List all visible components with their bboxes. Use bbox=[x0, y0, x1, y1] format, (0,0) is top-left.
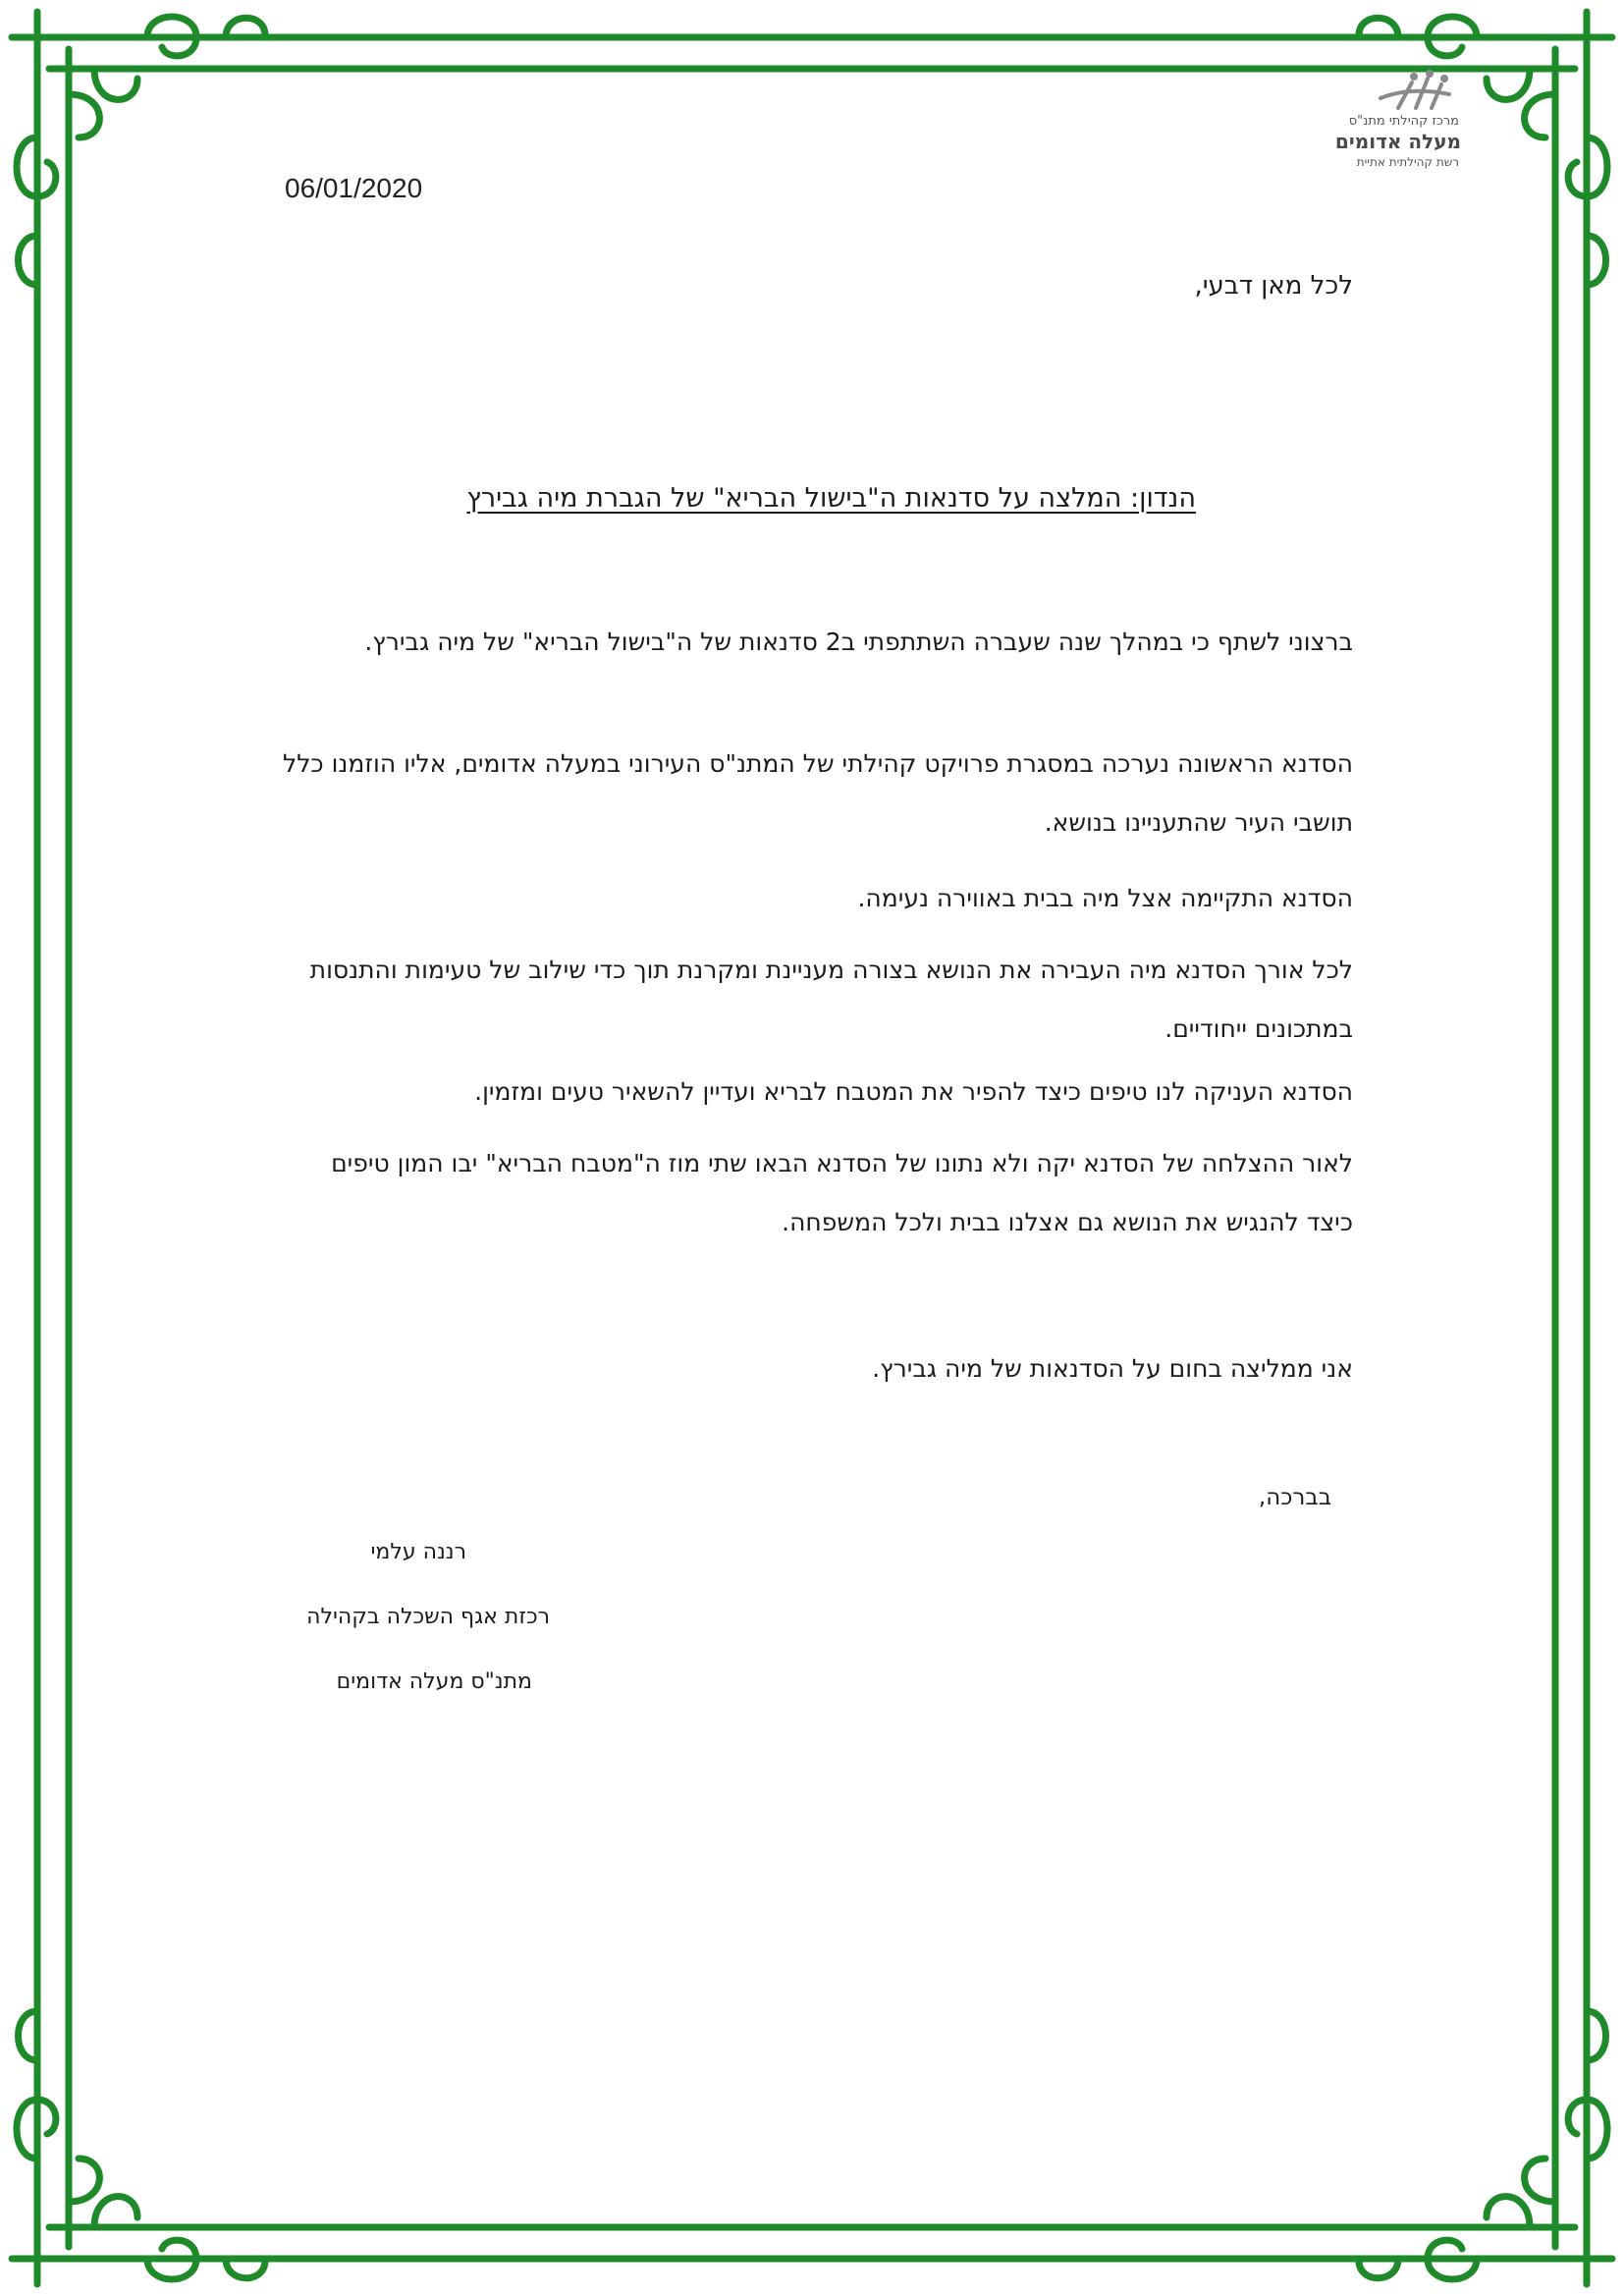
letter-paragraph: ברצוני לשתף כי במהלך שנה שעברה השתתפתי ב2 סדנאות של ה"בישול הבריא" של מיה גבירץ. bbox=[364, 628, 1353, 656]
letter-paragraph: הסדנא הראשונה נערכה במסגרת פרויקט קהילתי של המתנ"ס העירוני במעלה אדומים, אליו הוזמנו כלל תושבי העיר שהתעניינו בנושא. bbox=[282, 749, 1353, 837]
logo-line-1: מרכז קהילתי מתנ"ס bbox=[1348, 114, 1459, 129]
signature-role: רכזת אגף השכלה בקהילה bbox=[306, 1605, 550, 1629]
letter-paragraph: הסדנא העניקה לנו טיפים כיצד להפיר את המטבח לבריא ועדיין להשאיר טעים ומזמין. bbox=[474, 1077, 1353, 1106]
organization-logo bbox=[1282, 69, 1518, 177]
letter-paragraph: אני ממליצה בחום על הסדנאות של מיה גבירץ. bbox=[872, 1354, 1353, 1383]
letter-paragraph: לכל אורך הסדנא מיה העבירה את הנושא בצורה מעניינת ומקרנת תוך כדי שילוב של טעימות והתנסות במתכונים ייחודיים. bbox=[309, 956, 1353, 1043]
letter-paragraph: לאור ההצלחה של הסדנא יקה ולא נתונו של הסדנא הבאו שתי מוז ה"מטבח הבריא" יבו המון טיפים כיצד להנגיש את הנושא גם אצלנו בבית ולכל המשפחה. bbox=[331, 1149, 1353, 1236]
people-figures-logo-icon bbox=[1282, 69, 1518, 118]
letter-date: 06/01/2020 bbox=[285, 173, 423, 203]
logo-line-3: רשת קהילתית אתיית bbox=[1356, 155, 1459, 169]
letter-greeting: לכל מאן דבעי, bbox=[1194, 271, 1353, 301]
signature-name: רננה עלמי bbox=[370, 1540, 466, 1564]
letter-closing: בברכה, bbox=[1258, 1485, 1331, 1510]
letter-paragraph: הסדנא התקיימה אצל מיה בבית באווירה נעימה. bbox=[857, 884, 1353, 912]
logo-line-2: מעלה אדומים bbox=[1334, 130, 1461, 153]
letter-subject: הנדון: המלצה על סדנאות ה"בישול הבריא" של הגברת מיה גבירץ bbox=[466, 483, 1196, 514]
signature-organization: מתנ"ס מעלה אדומים bbox=[336, 1669, 532, 1694]
